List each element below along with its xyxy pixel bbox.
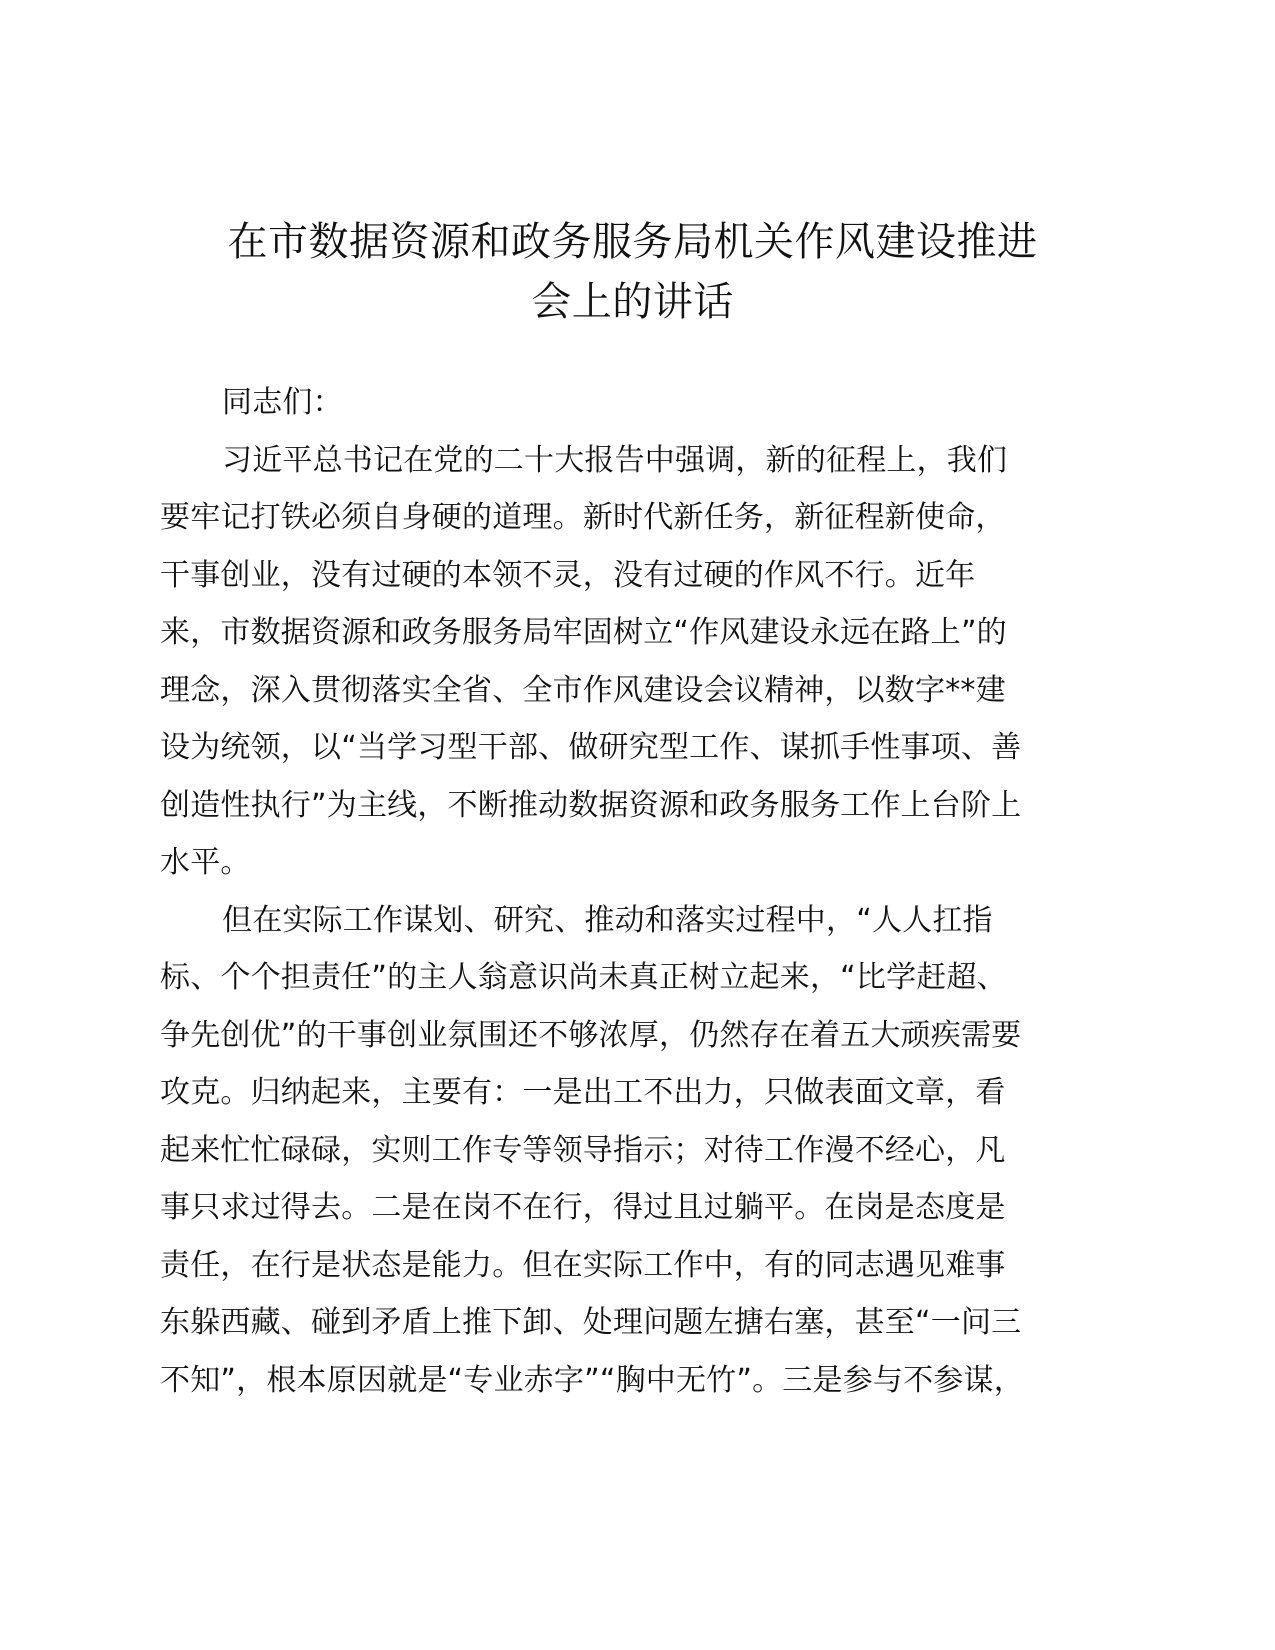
paragraph-1-line-4: 来，市数据资源和政务服务局牢固树立“作风建设永远在路上”的: [160, 615, 1007, 650]
salutation: 同志们：: [222, 385, 343, 420]
title-line-2: 会上的讲话: [531, 279, 734, 325]
paragraph-2-line-3: 争先创优”的干事创业氛围还不够浓厚，仍然存在着五大顽疾需要: [160, 1017, 1022, 1053]
paragraph-1-line-3: 干事创业，没有过硬的本领不灵，没有过硬的作风不行。近年: [160, 557, 976, 593]
paragraph-1-line-8: 水平。: [160, 845, 251, 880]
paragraph-1-line-5: 理念，深入贯彻落实全省、全市作风建设会议精神，以数字**建: [160, 672, 1006, 708]
document-title: [160, 212, 1105, 332]
paragraph-1-line-6: 设为统领，以“当学习型干部、做研究型工作、谋抓手性事项、善: [160, 730, 1022, 765]
paragraph-2-line-8: 东躲西藏、碰到矛盾上推下卸、处理问题左搪右塞，甚至“一问三: [160, 1305, 1022, 1340]
paragraph-2-line-7: 责任，在行是状态是能力。但在实际工作中，有的同志遇见难事: [160, 1247, 1006, 1283]
paragraph-1-line-1: 习近平总书记在党的二十大报告中强调，新的征程上，我们: [222, 442, 1008, 478]
paragraph-2-line-4: 攻克。归纳起来，主要有：一是出工不出力，只做表面文章，看: [160, 1075, 1006, 1110]
paragraph-1-line-2: 要牢记打铁必须自身硬的道理。新时代新任务，新征程新使命，: [160, 500, 1006, 535]
paragraph-2-line-9: 不知”，根本原因就是“专业赤字”“胸中无竹”。三是参与不参谋，: [160, 1362, 1024, 1398]
document-body: [160, 374, 1105, 1409]
title-line-1: 在市数据资源和政务服务局机关作风建设推进: [227, 219, 1038, 265]
paragraph-2-line-1: 但在实际工作谋划、研究、推动和落实过程中，“人人扛指: [222, 902, 993, 938]
paragraph-2-line-6: 事只求过得去。二是在岗不在行，得过且过躺平。在岗是态度是: [160, 1190, 1006, 1225]
paragraph-1-line-7: 创造性执行”为主线，不断推动数据资源和政务服务工作上台阶上: [160, 787, 1022, 823]
paragraph-2-line-2: 标、个个担责任”的主人翁意识尚未真正树立起来，“比学赶超、: [160, 960, 1007, 995]
paragraph-2-line-5: 起来忙忙碌碌，实则工作专等领导指示；对待工作漫不经心，凡: [160, 1132, 1006, 1168]
